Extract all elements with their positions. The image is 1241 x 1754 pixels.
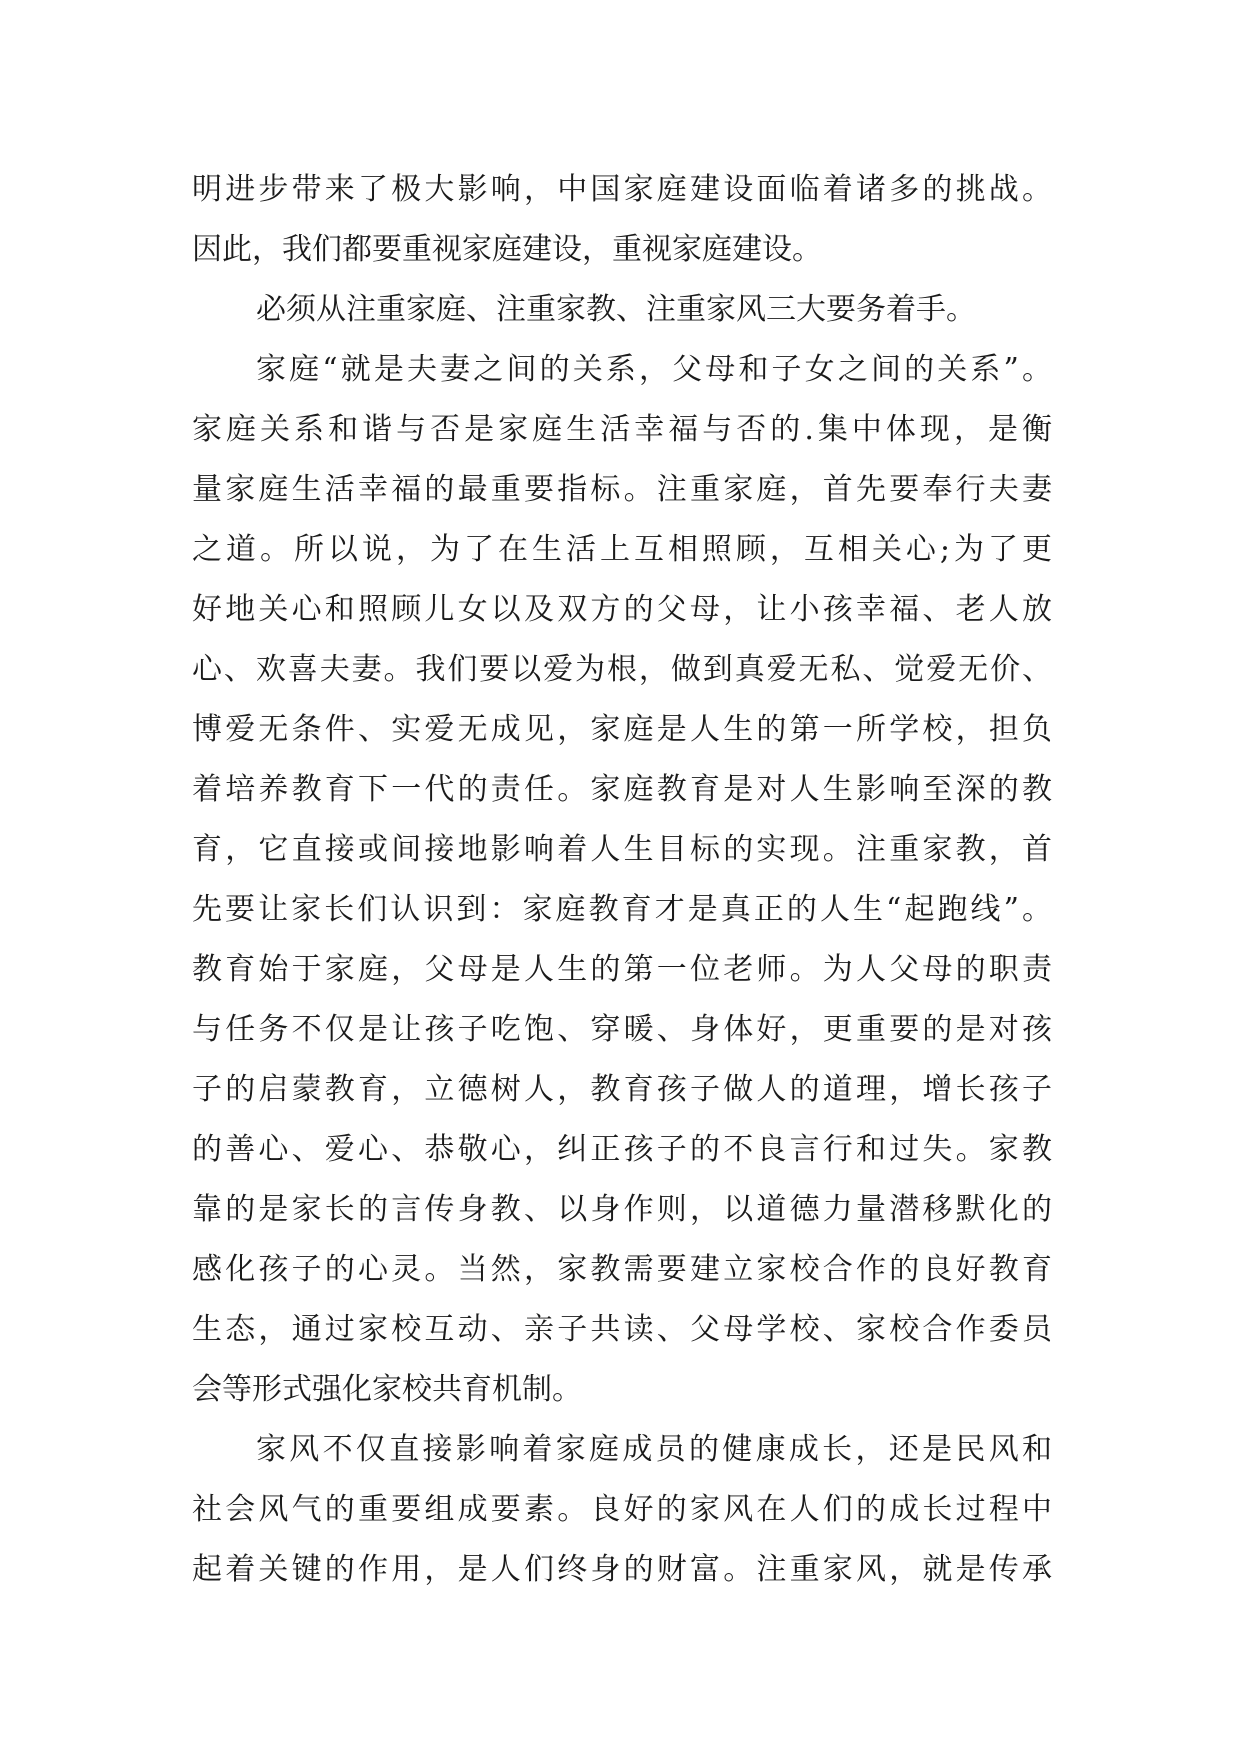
text-line: 靠的是家长的言传身教、以身作则，以道德力量潜移默化的 <box>192 1192 1052 1227</box>
text-line: 心、欢喜夫妻。我们要以爱为根，做到真爱无私、觉爱无价、 <box>192 652 1052 687</box>
text-line: 的善心、爱心、恭敬心，纠正孩子的不良言行和过失。家教 <box>192 1132 1052 1167</box>
text-line: 起着关键的作用，是人们终身的财富。注重家风，就是传承 <box>192 1552 1052 1587</box>
text-line: 博爱无条件、实爱无成见，家庭是人生的第一所学校，担负 <box>192 712 1052 747</box>
text-line: 必须从注重家庭、注重家教、注重家风三大要务着手。 <box>256 292 976 327</box>
text-line: 之道。所以说，为了在生活上互相照顾，互相关心;为了更 <box>192 532 1052 567</box>
text-line: 好地关心和照顾儿女以及双方的父母，让小孩幸福、老人放 <box>192 592 1052 627</box>
document-body <box>192 160 1052 1600</box>
text-line: 感化孩子的心灵。当然，家教需要建立家校合作的良好教育 <box>192 1252 1052 1287</box>
text-line: 家庭“就是夫妻之间的关系，父母和子女之间的关系”。 <box>256 352 1052 387</box>
text-line: 量家庭生活幸福的最重要指标。注重家庭，首先要奉行夫妻 <box>192 472 1052 507</box>
text-line: 家庭关系和谐与否是家庭生活幸福与否的.集中体现，是衡 <box>192 412 1052 447</box>
text-line: 明进步带来了极大影响，中国家庭建设面临着诸多的挑战。 <box>192 172 1052 207</box>
text-line: 社会风气的重要组成要素。良好的家风在人们的成长过程中 <box>192 1492 1052 1527</box>
text-line: 会等形式强化家校共育机制。 <box>192 1372 582 1407</box>
text-line: 先要让家长们认识到：家庭教育才是真正的人生“起跑线”。 <box>192 892 1052 927</box>
text-line: 因此，我们都要重视家庭建设，重视家庭建设。 <box>192 232 822 267</box>
text-line: 教育始于家庭，父母是人生的第一位老师。为人父母的职责 <box>192 952 1052 987</box>
text-line: 子的启蒙教育，立德树人，教育孩子做人的道理，增长孩子 <box>192 1072 1052 1107</box>
text-line: 家风不仅直接影响着家庭成员的健康成长，还是民风和 <box>256 1432 1052 1467</box>
text-line: 着培养教育下一代的责任。家庭教育是对人生影响至深的教 <box>192 772 1052 807</box>
text-line: 育，它直接或间接地影响着人生目标的实现。注重家教，首 <box>192 832 1052 867</box>
text-line: 生态，通过家校互动、亲子共读、父母学校、家校合作委员 <box>192 1312 1052 1347</box>
text-line: 与任务不仅是让孩子吃饱、穿暖、身体好，更重要的是对孩 <box>192 1012 1052 1047</box>
